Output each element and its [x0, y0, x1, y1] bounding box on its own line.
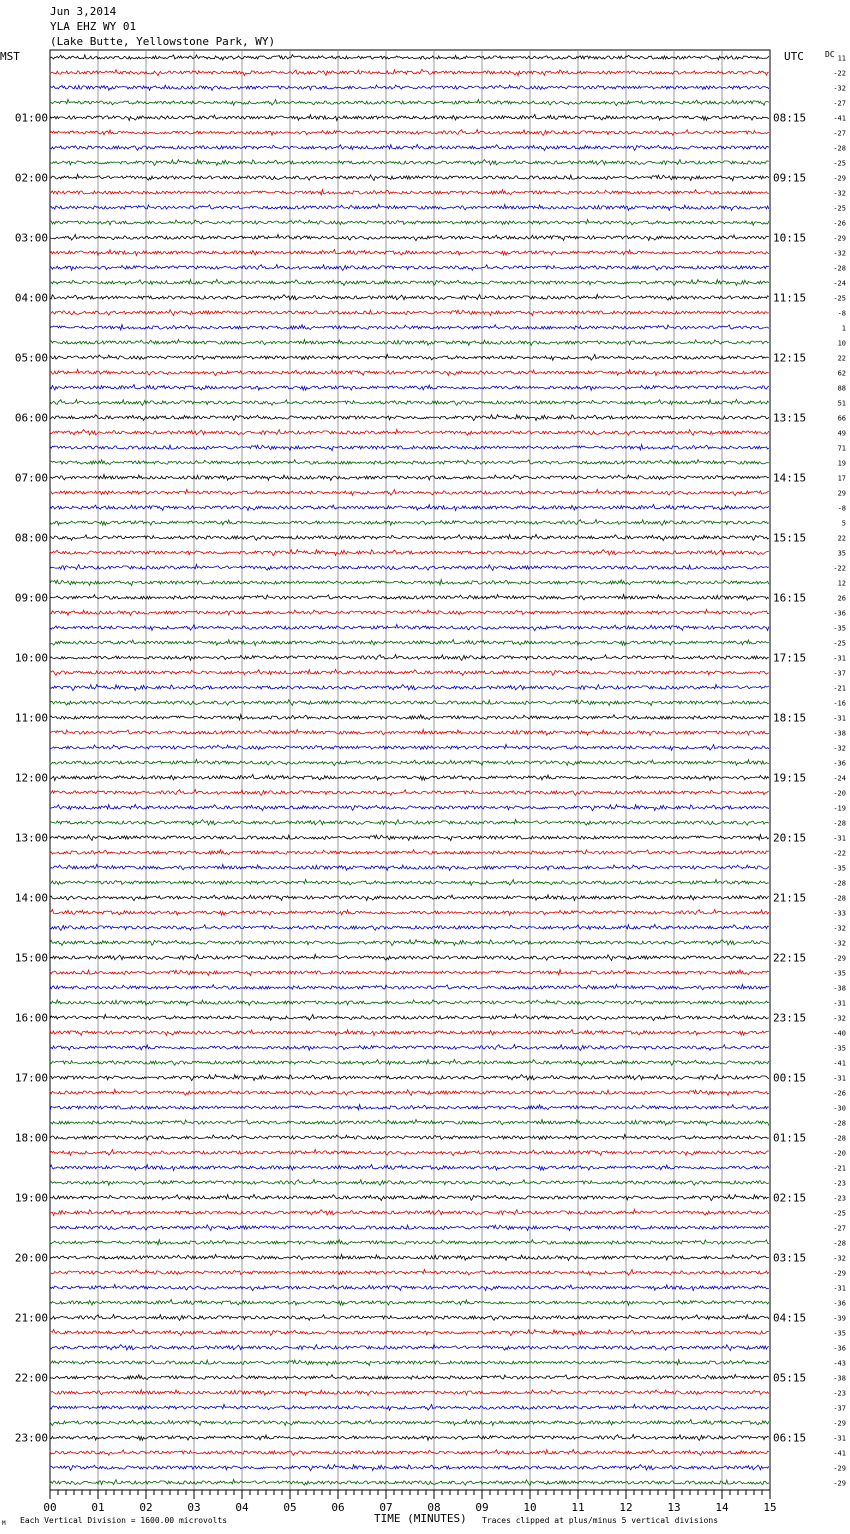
- trace-line: [50, 1240, 769, 1245]
- x-tick-label: 09: [475, 1501, 489, 1514]
- dc-offset-label: -32: [833, 84, 846, 93]
- trace-line: [50, 399, 769, 405]
- trace-line: [50, 174, 769, 180]
- x-tick-label: 14: [715, 1501, 729, 1514]
- trace-line: [50, 609, 769, 615]
- dc-offset-label: -21: [833, 684, 846, 693]
- x-tick-label: 10: [523, 1501, 537, 1514]
- dc-offset-label: -28: [833, 264, 846, 273]
- trace-line: [50, 1045, 769, 1051]
- dc-offset-label: -32: [833, 939, 846, 948]
- dc-offset-label: -40: [833, 1029, 846, 1038]
- trace-line: [50, 1089, 769, 1095]
- trace-line: [50, 729, 769, 735]
- trace-line: [50, 1209, 769, 1215]
- trace-line: [50, 1404, 769, 1410]
- trace-line: [50, 879, 769, 885]
- trace-line: [50, 684, 769, 690]
- trace-line: [50, 294, 769, 300]
- x-tick-label: 13: [667, 1501, 681, 1514]
- trace-line: [50, 924, 769, 930]
- dc-offset-label: -29: [833, 954, 846, 963]
- dc-offset-label: -29: [833, 174, 846, 183]
- dc-offset-label: 12: [837, 579, 846, 588]
- trace-line: [50, 459, 769, 464]
- dc-offset-label: -35: [833, 624, 846, 633]
- plot-date: Jun 3,2014: [50, 5, 117, 18]
- hour-label-left: 07:00: [14, 471, 48, 485]
- dc-offset-label: -8: [837, 504, 846, 513]
- hour-label-right: 11:15: [773, 291, 807, 305]
- trace-line: [50, 759, 769, 765]
- dc-offset-label: -37: [833, 1404, 846, 1413]
- trace-line: [50, 1374, 769, 1379]
- trace-line: [50, 984, 769, 989]
- dc-offset-label: 19: [837, 459, 846, 468]
- trace-line: [50, 1420, 769, 1426]
- dc-offset-label: 1: [841, 324, 846, 333]
- trace-line: [50, 1269, 769, 1275]
- x-tick-label: 02: [139, 1501, 153, 1514]
- trace-line: [50, 1105, 769, 1111]
- x-tick-label: 06: [331, 1501, 345, 1514]
- corner-mark: M: [2, 1520, 6, 1527]
- trace-line: [50, 234, 769, 240]
- dc-offset-label: -29: [833, 1269, 846, 1278]
- trace-line: [50, 594, 769, 600]
- dc-offset-label: -36: [833, 609, 846, 618]
- hour-label-left: 16:00: [14, 1011, 48, 1025]
- hour-label-left: 11:00: [14, 711, 48, 725]
- trace-line: [50, 790, 769, 796]
- station-location: (Lake Butte, Yellowstone Park, WY): [50, 35, 276, 48]
- dc-offset-label: -41: [833, 1449, 846, 1458]
- dc-offset-label: -23: [833, 1194, 846, 1203]
- clip-note: Traces clipped at plus/minus 5 vertical divisions: [482, 1516, 719, 1525]
- trace-line: [50, 1479, 769, 1485]
- dc-offset-label: -26: [833, 1089, 846, 1098]
- hour-label-right: 00:15: [773, 1071, 807, 1085]
- hour-label-left: 21:00: [14, 1311, 48, 1325]
- dc-offset-label: -24: [833, 774, 846, 783]
- dc-offset-label: -8: [837, 309, 846, 318]
- x-tick-label: 11: [571, 1501, 585, 1514]
- hour-label-right: 05:15: [773, 1371, 807, 1385]
- dc-offset-label: 17: [837, 474, 846, 483]
- trace-line: [50, 640, 769, 646]
- trace-line: [50, 895, 769, 901]
- dc-offset-label: 62: [837, 369, 846, 378]
- x-tick-label: 07: [379, 1501, 393, 1514]
- trace-line: [50, 1329, 769, 1335]
- trace-line: [50, 385, 769, 391]
- dc-offset-label: -28: [833, 144, 846, 153]
- hour-label-right: 19:15: [773, 771, 807, 785]
- trace-line: [50, 85, 769, 91]
- trace-line: [50, 1344, 769, 1350]
- trace-line: [50, 669, 769, 675]
- trace-line: [50, 775, 769, 781]
- trace-line: [50, 1225, 769, 1231]
- trace-line: [50, 445, 769, 451]
- hour-label-right: 03:15: [773, 1251, 807, 1265]
- trace-line: [50, 1194, 769, 1200]
- dc-offset-header: DC: [825, 50, 835, 59]
- trace-line: [50, 310, 769, 316]
- trace-line: [50, 954, 769, 960]
- trace-line: [50, 1284, 769, 1290]
- dc-offset-label: -31: [833, 834, 846, 843]
- dc-offset-label: -32: [833, 924, 846, 933]
- trace-line: [50, 265, 769, 271]
- trace-line: [50, 339, 769, 345]
- dc-offset-label: -22: [833, 849, 846, 858]
- trace-line: [50, 130, 769, 136]
- trace-line: [50, 1180, 769, 1186]
- hour-label-left: 09:00: [14, 591, 48, 605]
- dc-offset-label: -32: [833, 249, 846, 258]
- trace-line: [50, 415, 769, 421]
- hour-label-left: 19:00: [14, 1191, 48, 1205]
- hour-label-right: 14:15: [773, 471, 807, 485]
- hour-label-right: 22:15: [773, 951, 807, 965]
- dc-offset-label: -31: [833, 1284, 846, 1293]
- trace-line: [50, 160, 769, 166]
- dc-offset-label: -36: [833, 1344, 846, 1353]
- left-timezone-label: MST: [0, 50, 20, 63]
- hour-label-right: 17:15: [773, 651, 807, 665]
- trace-line: [50, 1059, 769, 1065]
- trace-line: [50, 520, 769, 526]
- dc-offset-label: 22: [837, 354, 846, 363]
- hour-label-right: 08:15: [773, 111, 807, 125]
- trace-line: [50, 475, 769, 481]
- trace-line: [50, 279, 769, 285]
- x-tick-label: 04: [235, 1501, 249, 1514]
- trace-line: [50, 1435, 769, 1441]
- hour-label-left: 03:00: [14, 231, 48, 245]
- dc-offset-label: 35: [837, 549, 846, 558]
- dc-offset-label: 66: [837, 414, 846, 423]
- dc-offset-label: -30: [833, 1104, 846, 1113]
- hour-label-left: 12:00: [14, 771, 48, 785]
- hour-label-right: 06:15: [773, 1431, 807, 1445]
- trace-line: [50, 864, 769, 870]
- dc-offset-label: -27: [833, 1224, 846, 1233]
- hour-label-left: 18:00: [14, 1131, 48, 1145]
- trace-line: [50, 1449, 769, 1455]
- dc-offset-label: -22: [833, 564, 846, 573]
- hour-label-left: 05:00: [14, 351, 48, 365]
- dc-offset-label: -29: [833, 1419, 846, 1428]
- dc-offset-label: -35: [833, 1329, 846, 1338]
- trace-line: [50, 910, 769, 916]
- dc-offset-label: 29: [837, 489, 846, 498]
- dc-offset-label: -36: [833, 1299, 846, 1308]
- dc-offset-label: -22: [833, 69, 846, 78]
- hour-label-right: 13:15: [773, 411, 807, 425]
- dc-offset-label: -43: [833, 1359, 846, 1368]
- hour-label-left: 23:00: [14, 1431, 48, 1445]
- trace-line: [50, 970, 769, 976]
- dc-offset-label: -27: [833, 99, 846, 108]
- hour-label-left: 10:00: [14, 651, 48, 665]
- dc-offset-label: -35: [833, 969, 846, 978]
- trace-line: [50, 69, 769, 75]
- trace-line: [50, 1254, 769, 1260]
- x-tick-label: 05: [283, 1501, 297, 1514]
- trace-line: [50, 55, 769, 60]
- trace-line: [50, 1149, 769, 1155]
- dc-offset-label: -36: [833, 759, 846, 768]
- dc-offset-label: -38: [833, 984, 846, 993]
- trace-line: [50, 624, 769, 630]
- dc-offset-label: -26: [833, 219, 846, 228]
- dc-offset-label: 49: [837, 429, 846, 438]
- hour-label-right: 20:15: [773, 831, 807, 845]
- dc-offset-label: -32: [833, 1014, 846, 1023]
- trace-line: [50, 744, 769, 750]
- dc-offset-label: -31: [833, 714, 846, 723]
- trace-line: [50, 655, 769, 661]
- dc-offset-label: -33: [833, 909, 846, 918]
- trace-line: [50, 99, 769, 105]
- trace-line: [50, 1000, 769, 1006]
- dc-offset-label: -23: [833, 1179, 846, 1188]
- hour-label-left: 17:00: [14, 1071, 48, 1085]
- dc-offset-label: -24: [833, 279, 846, 288]
- dc-offset-label: -25: [833, 639, 846, 648]
- trace-line: [50, 204, 769, 210]
- dc-offset-label: -35: [833, 864, 846, 873]
- dc-offset-label: -32: [833, 1254, 846, 1263]
- hour-label-right: 02:15: [773, 1191, 807, 1205]
- dc-offset-label: 71: [837, 444, 846, 453]
- hour-label-right: 01:15: [773, 1131, 807, 1145]
- dc-offset-label: -31: [833, 999, 846, 1008]
- dc-offset-label: -32: [833, 744, 846, 753]
- dc-offset-label: 5: [841, 519, 846, 528]
- trace-line: [50, 1119, 769, 1125]
- dc-offset-label: -25: [833, 204, 846, 213]
- right-timezone-label: UTC: [784, 50, 804, 63]
- dc-offset-label: -19: [833, 804, 846, 813]
- station-code: YLA EHZ WY 01: [50, 20, 137, 33]
- dc-offset-label: -20: [833, 789, 846, 798]
- dc-offset-label: -35: [833, 1044, 846, 1053]
- hour-label-left: 13:00: [14, 831, 48, 845]
- trace-line: [50, 850, 769, 855]
- dc-offset-label: -20: [833, 1149, 846, 1158]
- dc-offset-label: -28: [833, 819, 846, 828]
- trace-line: [50, 580, 769, 586]
- dc-offset-label: -31: [833, 1074, 846, 1083]
- dc-offset-label: -29: [833, 234, 846, 243]
- dc-offset-label: -25: [833, 159, 846, 168]
- trace-line: [50, 489, 769, 495]
- trace-line: [50, 144, 769, 150]
- dc-offset-label: -29: [833, 1464, 846, 1473]
- dc-offset-label: -25: [833, 294, 846, 303]
- trace-line: [50, 700, 769, 706]
- trace-line: [50, 325, 769, 330]
- trace-line: [50, 1390, 769, 1396]
- dc-offset-label: -31: [833, 654, 846, 663]
- trace-line: [50, 1165, 769, 1171]
- trace-line: [50, 219, 769, 225]
- dc-offset-label: -28: [833, 1134, 846, 1143]
- trace-line: [50, 550, 769, 556]
- dc-offset-label: 88: [837, 384, 846, 393]
- dc-offset-label: -21: [833, 1164, 846, 1173]
- dc-offset-label: -37: [833, 669, 846, 678]
- trace-line: [50, 369, 769, 375]
- hour-label-left: 06:00: [14, 411, 48, 425]
- dc-offset-label: -23: [833, 1389, 846, 1398]
- dc-offset-label: -25: [833, 1209, 846, 1218]
- x-tick-label: 01: [91, 1501, 105, 1514]
- trace-line: [50, 190, 769, 195]
- trace-line: [50, 1014, 769, 1020]
- dc-offset-label: -38: [833, 1374, 846, 1383]
- dc-offset-label: 11: [837, 54, 846, 63]
- dc-offset-label: -39: [833, 1314, 846, 1323]
- scale-note: Each Vertical Division = 1600.00 microvolts: [20, 1516, 228, 1525]
- trace-line: [50, 534, 769, 540]
- x-tick-label: 00: [43, 1501, 57, 1514]
- hour-label-right: 21:15: [773, 891, 807, 905]
- dc-offset-label: -41: [833, 114, 846, 123]
- hour-label-right: 04:15: [773, 1311, 807, 1325]
- dc-offset-label: -29: [833, 1479, 846, 1488]
- trace-line: [50, 1075, 769, 1081]
- dc-offset-label: -28: [833, 1119, 846, 1128]
- dc-offset-label: 51: [837, 399, 846, 408]
- trace-line: [50, 429, 769, 435]
- dc-offset-label: 26: [837, 594, 846, 603]
- hour-label-right: 18:15: [773, 711, 807, 725]
- hour-label-left: 01:00: [14, 111, 48, 125]
- dc-offset-label: -31: [833, 1434, 846, 1443]
- dc-offset-label: -28: [833, 894, 846, 903]
- hour-label-left: 15:00: [14, 951, 48, 965]
- trace-line: [50, 250, 769, 256]
- hour-label-left: 04:00: [14, 291, 48, 305]
- dc-offset-label: -16: [833, 699, 846, 708]
- hour-label-left: 20:00: [14, 1251, 48, 1265]
- trace-line: [50, 564, 769, 570]
- trace-line: [50, 1300, 769, 1306]
- hour-label-right: 16:15: [773, 591, 807, 605]
- trace-line: [50, 1030, 769, 1036]
- dc-offset-label: -27: [833, 129, 846, 138]
- x-tick-label: 15: [763, 1501, 777, 1514]
- x-tick-label: 03: [187, 1501, 201, 1514]
- trace-line: [50, 819, 769, 825]
- dc-offset-label: -28: [833, 879, 846, 888]
- trace-line: [50, 835, 769, 841]
- hour-label-left: 22:00: [14, 1371, 48, 1385]
- trace-line: [50, 1134, 769, 1140]
- hour-label-right: 12:15: [773, 351, 807, 365]
- x-tick-label: 08: [427, 1501, 441, 1514]
- x-axis-label: TIME (MINUTES): [374, 1512, 467, 1525]
- trace-line: [50, 505, 769, 511]
- dc-offset-label: -28: [833, 1239, 846, 1248]
- dc-offset-label: 22: [837, 534, 846, 543]
- trace-line: [50, 115, 769, 121]
- trace-line: [50, 715, 769, 720]
- trace-line: [50, 1315, 769, 1321]
- x-tick-label: 12: [619, 1501, 633, 1514]
- hour-label-right: 15:15: [773, 531, 807, 545]
- hour-label-left: 08:00: [14, 531, 48, 545]
- dc-offset-label: 10: [837, 339, 846, 348]
- hour-label-right: 10:15: [773, 231, 807, 245]
- dc-offset-label: -38: [833, 729, 846, 738]
- trace-line: [50, 940, 769, 946]
- trace-line: [50, 1360, 769, 1366]
- plot-frame: [50, 50, 770, 1490]
- dc-offset-label: -41: [833, 1059, 846, 1068]
- hour-label-left: 14:00: [14, 891, 48, 905]
- trace-line: [50, 354, 769, 360]
- dc-offset-label: -32: [833, 189, 846, 198]
- trace-line: [50, 804, 769, 810]
- hour-label-right: 23:15: [773, 1011, 807, 1025]
- trace-line: [50, 1465, 769, 1471]
- hour-label-left: 02:00: [14, 171, 48, 185]
- hour-label-right: 09:15: [773, 171, 807, 185]
